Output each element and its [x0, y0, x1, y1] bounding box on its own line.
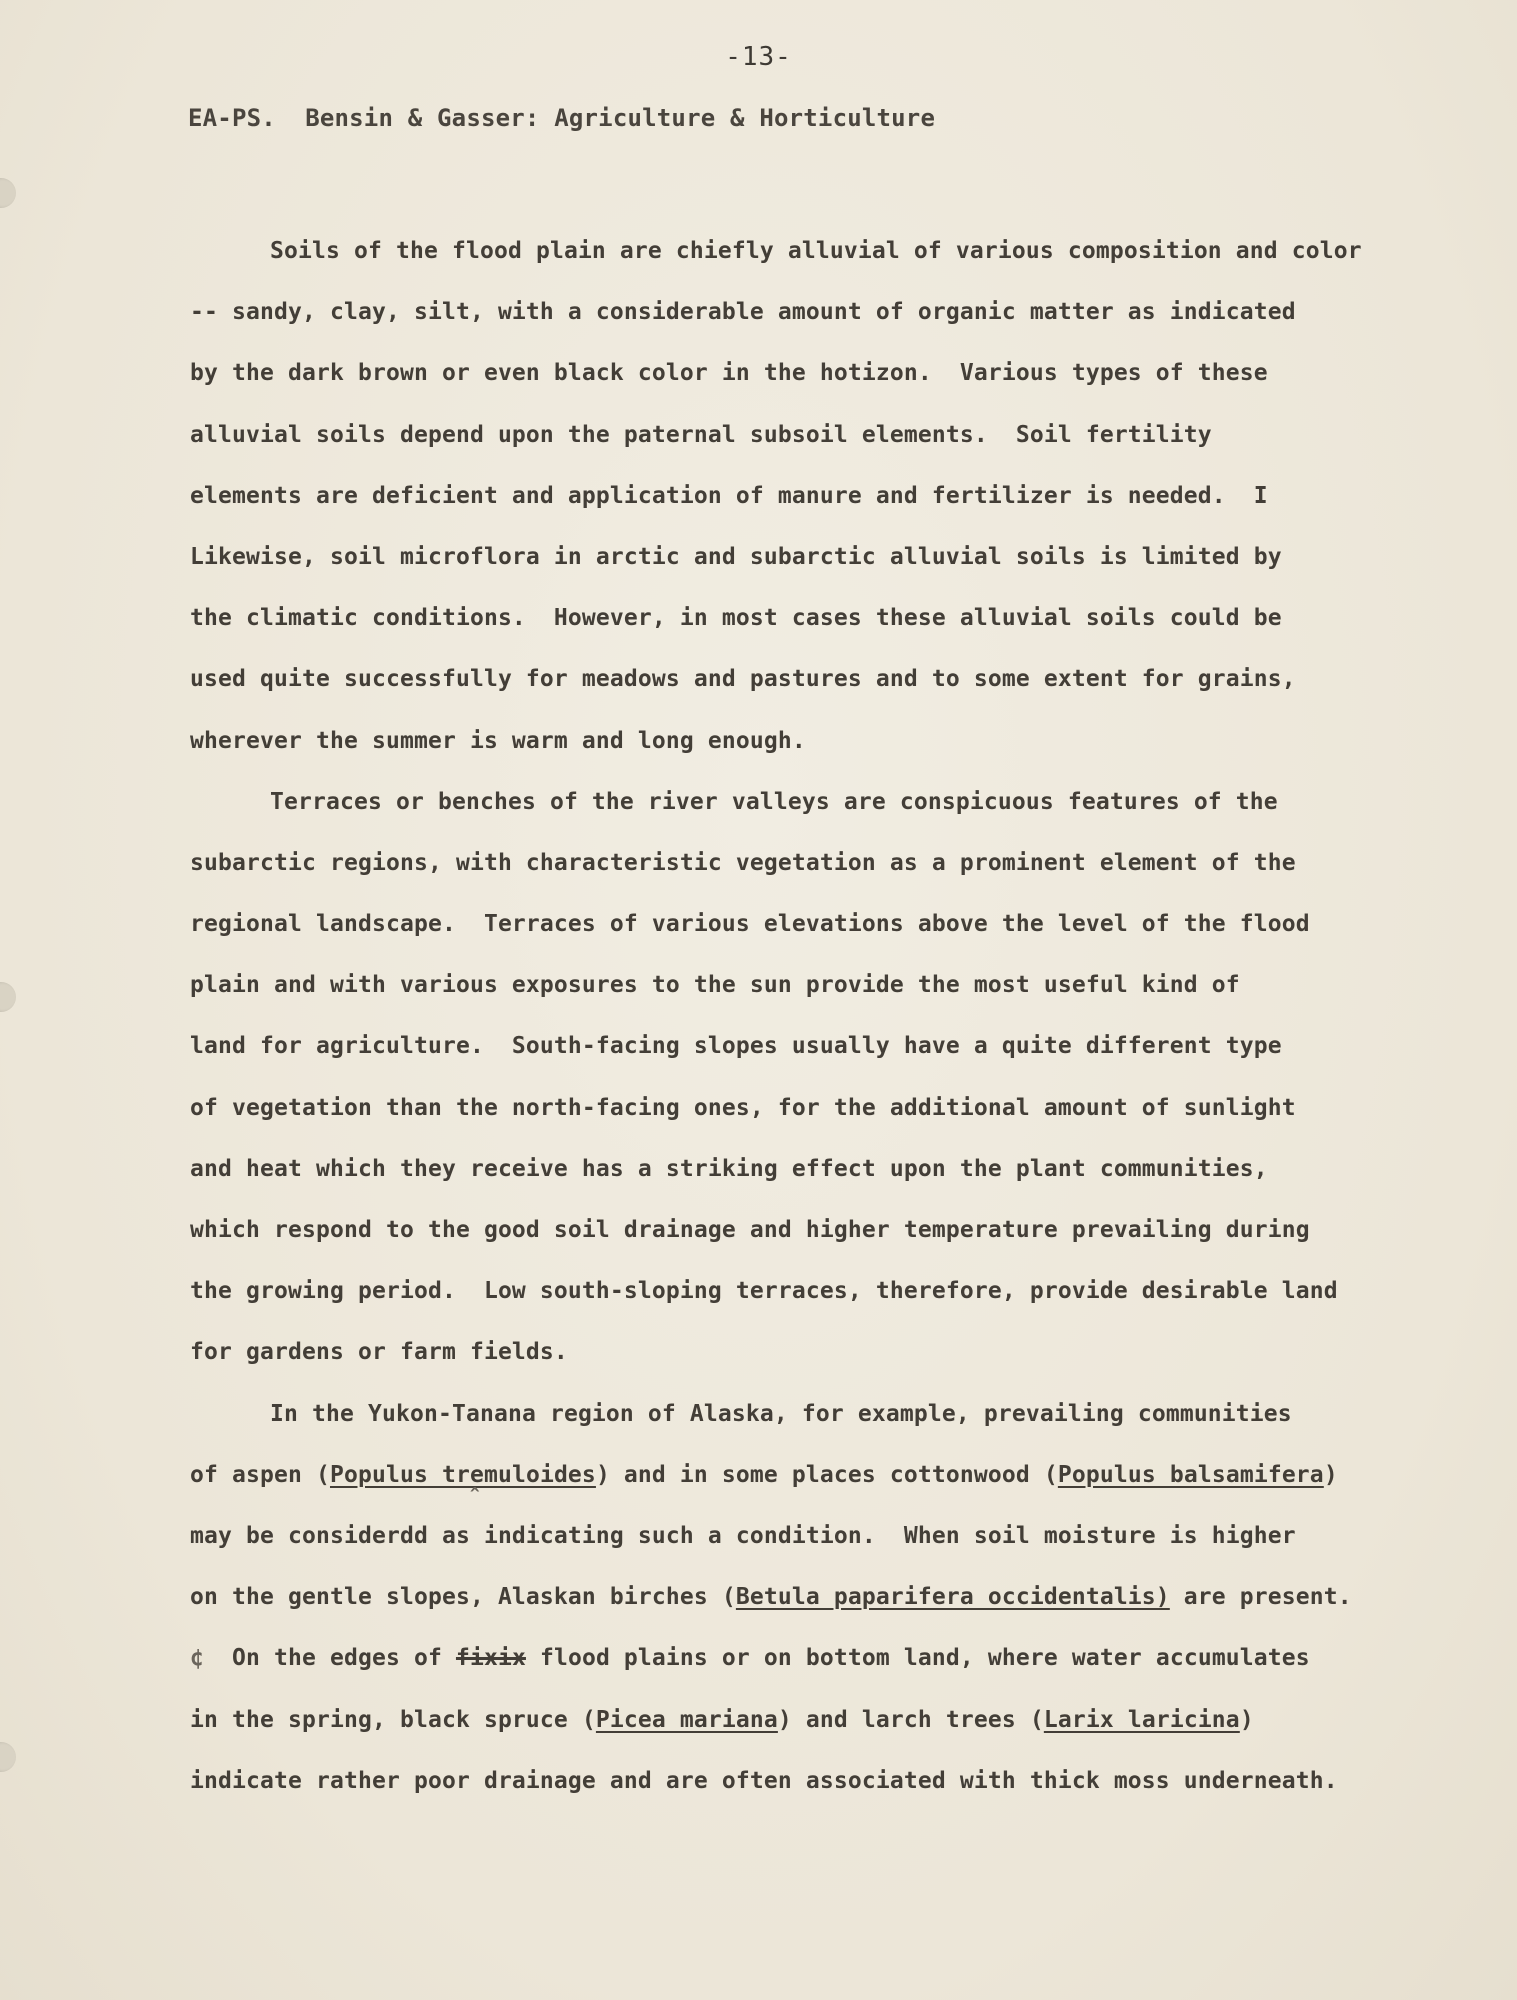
text-line: -- sandy, clay, silt, with a considerable amount of organic matter as indicated [190, 299, 1296, 326]
text-line [190, 1567, 1480, 1628]
text-line: alluvial soils depend upon the paternal subsoil elements. Soil fertility [190, 421, 1212, 448]
species-name: Populus balsamifera [1057, 1461, 1324, 1488]
species-name: Picea mariana [595, 1706, 778, 1733]
text-line: the growing period. Low south-sloping terraces, therefore, provide desirable land [190, 1278, 1338, 1305]
text-line [190, 1445, 1480, 1506]
margin-cent-mark: ¢ [190, 1645, 204, 1672]
body-text [190, 221, 1480, 1812]
text-line: In the Yukon-Tanana region of Alaska, for example, prevailing communities [270, 1400, 1292, 1427]
document-header: EA-PS. Bensin & Gasser: Agriculture & Horticulture [188, 104, 936, 132]
insertion-caret-mark: ^ [470, 1484, 480, 1503]
text-line: may be considerdd as indicating such a condition. When soil moisture is higher [190, 1522, 1296, 1549]
text-line: subarctic regions, with characteristic vegetation as a prominent element of the [190, 849, 1296, 876]
text-segment: ) and larch trees ( [777, 1706, 1044, 1733]
text-segment: are present. [1169, 1584, 1352, 1611]
text-segment: of aspen ( [190, 1461, 330, 1488]
text-segment: on the gentle slopes, Alaskan birches ( [190, 1584, 736, 1611]
text-line: plain and with various exposures to the sun provide the most useful kind of [190, 972, 1240, 999]
text-line: by the dark brown or even black color in the hotizon. Various types of these [190, 360, 1268, 387]
punch-hole-middle [0, 982, 16, 1012]
text-line: regional landscape. Terraces of various elevations above the level of the flood [190, 911, 1310, 938]
text-segment: flood plains or on bottom land, where water accumulates [525, 1645, 1310, 1672]
text-line [190, 1690, 1480, 1751]
text-segment: On the edges of [204, 1645, 456, 1672]
text-line [190, 1628, 1480, 1689]
text-line: wherever the summer is warm and long enough. [190, 727, 806, 754]
paragraph-1 [190, 221, 1480, 772]
text-line: indicate rather poor drainage and are often associated with thick moss underneath. [190, 1767, 1338, 1794]
text-line: which respond to the good soil drainage and higher temperature prevailing during [190, 1217, 1310, 1243]
punch-hole-bottom [0, 1742, 16, 1772]
text-line: Likewise, soil microflora in arctic and subarctic alluvial soils is limited by [190, 543, 1282, 570]
species-name: Betula paparifera occidentalis) [735, 1584, 1170, 1611]
struck-out-text: fixix [455, 1645, 526, 1672]
page-number: -13- [725, 42, 792, 72]
species-name: Larix laricina [1043, 1706, 1240, 1733]
species-name: Populus tremuloides [329, 1461, 596, 1488]
text-line: used quite successfully for meadows and pastures and to some extent for grains, [190, 666, 1296, 693]
text-line: elements are deficient and application of manure and fertilizer is needed. I [190, 482, 1268, 509]
text-line: and heat which they receive has a striking effect upon the plant communities, [190, 1155, 1268, 1182]
text-segment: in the spring, black spruce ( [190, 1706, 596, 1733]
text-segment: ) [1239, 1706, 1254, 1733]
text-line: land for agriculture. South-facing slopes usually have a quite different type [190, 1033, 1282, 1060]
text-line: Terraces or benches of the river valleys are conspicuous features of the [270, 788, 1278, 815]
text-line: of vegetation than the north-facing ones, for the additional amount of sunlight [190, 1094, 1296, 1121]
punch-hole-top [0, 178, 16, 208]
text-line: Soils of the flood plain are chiefly alluvial of various composition and color [270, 238, 1362, 264]
text-segment: ) and in some places cottonwood ( [595, 1461, 1058, 1488]
text-segment: ) [1323, 1461, 1338, 1488]
text-line: for gardens or farm fields. [190, 1339, 568, 1366]
paragraph-2 [190, 772, 1480, 1384]
paragraph-3 [190, 1384, 1480, 1812]
text-line: the climatic conditions. However, in most cases these alluvial soils could be [190, 605, 1282, 632]
